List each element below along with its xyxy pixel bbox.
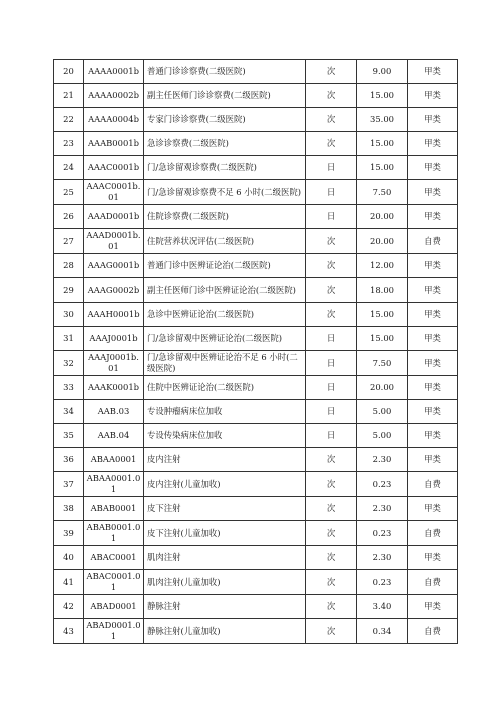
item-name-cell: 住院中医辨证论治(二级医院) (144, 376, 306, 400)
item-code-cell: AAAA0004b (84, 108, 144, 132)
item-code-cell: AAAG0002b (84, 278, 144, 303)
category-cell: 自费 (408, 570, 458, 595)
price-cell: 5.00 (357, 424, 408, 448)
unit-cell: 日 (306, 180, 357, 205)
category-cell: 甲类 (408, 303, 458, 327)
table-row (54, 376, 458, 400)
item-name-cell: 皮下注射 (144, 497, 306, 521)
unit-cell: 日 (306, 327, 357, 351)
fee-table (53, 59, 458, 644)
unit-cell: 次 (306, 254, 357, 278)
category-cell: 甲类 (408, 546, 458, 570)
item-code-cell: ABAD0001.01 (84, 619, 144, 644)
category-cell: 甲类 (408, 84, 458, 108)
row-number-cell: 35 (54, 424, 84, 448)
category-cell: 甲类 (408, 60, 458, 84)
category-cell: 甲类 (408, 351, 458, 376)
fee-table-body (54, 60, 458, 644)
row-number-cell: 33 (54, 376, 84, 400)
row-number-cell: 23 (54, 132, 84, 156)
item-code-cell: AAB.03 (84, 400, 144, 424)
category-cell: 甲类 (408, 424, 458, 448)
category-cell: 甲类 (408, 376, 458, 400)
item-name-cell: 静脉注射(儿童加收) (144, 619, 306, 644)
item-name-cell: 普通门诊中医辨证论治(二级医院) (144, 254, 306, 278)
item-name-cell: 急诊诊察费(二级医院) (144, 132, 306, 156)
item-code-cell: ABAB0001.01 (84, 521, 144, 546)
unit-cell: 次 (306, 570, 357, 595)
item-code-cell: AAAJ0001b.01 (84, 351, 144, 376)
category-cell: 甲类 (408, 400, 458, 424)
unit-cell: 次 (306, 521, 357, 546)
category-cell: 甲类 (408, 327, 458, 351)
unit-cell: 次 (306, 546, 357, 570)
item-code-cell: AAAG0001b (84, 254, 144, 278)
price-cell: 15.00 (357, 156, 408, 180)
unit-cell: 次 (306, 303, 357, 327)
price-cell: 15.00 (357, 303, 408, 327)
category-cell: 自费 (408, 472, 458, 497)
category-cell: 甲类 (408, 205, 458, 229)
row-number-cell: 21 (54, 84, 84, 108)
category-cell: 甲类 (408, 108, 458, 132)
item-name-cell: 门/急诊留观诊察费(二级医院) (144, 156, 306, 180)
table-row (54, 229, 458, 254)
row-number-cell: 39 (54, 521, 84, 546)
row-number-cell: 32 (54, 351, 84, 376)
price-cell: 0.34 (357, 619, 408, 644)
row-number-cell: 25 (54, 180, 84, 205)
row-number-cell: 30 (54, 303, 84, 327)
table-row (54, 619, 458, 644)
unit-cell: 次 (306, 84, 357, 108)
price-cell: 12.00 (357, 254, 408, 278)
row-number-cell: 41 (54, 570, 84, 595)
row-number-cell: 26 (54, 205, 84, 229)
price-cell: 0.23 (357, 570, 408, 595)
item-code-cell: AAAJ0001b (84, 327, 144, 351)
item-name-cell: 专设传染病床位加收 (144, 424, 306, 448)
item-name-cell: 皮下注射(儿童加收) (144, 521, 306, 546)
item-code-cell: AAAC0001b.01 (84, 180, 144, 205)
item-name-cell: 住院营养状况评估(二级医院) (144, 229, 306, 254)
row-number-cell: 28 (54, 254, 84, 278)
price-cell: 9.00 (357, 60, 408, 84)
unit-cell: 次 (306, 229, 357, 254)
unit-cell: 次 (306, 278, 357, 303)
row-number-cell: 27 (54, 229, 84, 254)
table-row (54, 570, 458, 595)
row-number-cell: 34 (54, 400, 84, 424)
category-cell: 自费 (408, 521, 458, 546)
price-cell: 15.00 (357, 84, 408, 108)
unit-cell: 次 (306, 60, 357, 84)
item-name-cell: 门/急诊留观诊察费不足 6 小时(二级医院) (144, 180, 306, 205)
table-row (54, 448, 458, 472)
price-cell: 3.40 (357, 595, 408, 619)
unit-cell: 次 (306, 619, 357, 644)
unit-cell: 日 (306, 424, 357, 448)
item-name-cell: 皮内注射(儿童加收) (144, 472, 306, 497)
table-row (54, 351, 458, 376)
table-row (54, 400, 458, 424)
price-cell: 2.30 (357, 546, 408, 570)
unit-cell: 次 (306, 132, 357, 156)
item-code-cell: ABAD0001 (84, 595, 144, 619)
item-code-cell: AAAB0001b (84, 132, 144, 156)
item-code-cell: AAAD0001b.01 (84, 229, 144, 254)
unit-cell: 次 (306, 108, 357, 132)
item-name-cell: 肌肉注射(儿童加收) (144, 570, 306, 595)
item-code-cell: AAAD0001b (84, 205, 144, 229)
unit-cell: 次 (306, 497, 357, 521)
row-number-cell: 37 (54, 472, 84, 497)
item-code-cell: AAAC0001b (84, 156, 144, 180)
category-cell: 自费 (408, 229, 458, 254)
item-code-cell: AAB.04 (84, 424, 144, 448)
table-row (54, 424, 458, 448)
item-name-cell: 静脉注射 (144, 595, 306, 619)
price-cell: 2.30 (357, 448, 408, 472)
table-row (54, 595, 458, 619)
table-row (54, 472, 458, 497)
item-code-cell: AAAH0001b (84, 303, 144, 327)
item-code-cell: ABAA0001 (84, 448, 144, 472)
item-code-cell: ABAC0001 (84, 546, 144, 570)
unit-cell: 次 (306, 448, 357, 472)
price-cell: 18.00 (357, 278, 408, 303)
category-cell: 甲类 (408, 254, 458, 278)
unit-cell: 日 (306, 205, 357, 229)
item-name-cell: 门/急诊留观中医辨证论治不足 6 小时(二级医院) (144, 351, 306, 376)
item-code-cell: ABAC0001.01 (84, 570, 144, 595)
table-row (54, 60, 458, 84)
item-name-cell: 皮内注射 (144, 448, 306, 472)
table-row (54, 546, 458, 570)
table-row (54, 254, 458, 278)
row-number-cell: 31 (54, 327, 84, 351)
category-cell: 自费 (408, 619, 458, 644)
item-name-cell: 副主任医师门诊中医辨证论治(二级医院) (144, 278, 306, 303)
price-cell: 2.30 (357, 497, 408, 521)
item-code-cell: AAAA0001b (84, 60, 144, 84)
category-cell: 甲类 (408, 278, 458, 303)
row-number-cell: 29 (54, 278, 84, 303)
item-code-cell: AAAK0001b (84, 376, 144, 400)
price-cell: 0.23 (357, 472, 408, 497)
price-cell: 15.00 (357, 327, 408, 351)
unit-cell: 日 (306, 156, 357, 180)
row-number-cell: 36 (54, 448, 84, 472)
category-cell: 甲类 (408, 180, 458, 205)
unit-cell: 日 (306, 376, 357, 400)
item-name-cell: 住院诊察费(二级医院) (144, 205, 306, 229)
row-number-cell: 42 (54, 595, 84, 619)
table-row (54, 327, 458, 351)
item-code-cell: ABAA0001.01 (84, 472, 144, 497)
table-row (54, 303, 458, 327)
table-row (54, 205, 458, 229)
row-number-cell: 22 (54, 108, 84, 132)
row-number-cell: 43 (54, 619, 84, 644)
price-cell: 0.23 (357, 521, 408, 546)
item-code-cell: AAAA0002b (84, 84, 144, 108)
price-cell: 20.00 (357, 205, 408, 229)
row-number-cell: 20 (54, 60, 84, 84)
row-number-cell: 40 (54, 546, 84, 570)
item-name-cell: 副主任医师门诊诊察费(二级医院) (144, 84, 306, 108)
category-cell: 甲类 (408, 595, 458, 619)
category-cell: 甲类 (408, 132, 458, 156)
table-row (54, 108, 458, 132)
price-cell: 35.00 (357, 108, 408, 132)
table-row (54, 156, 458, 180)
row-number-cell: 24 (54, 156, 84, 180)
item-name-cell: 专家门诊诊察费(二级医院) (144, 108, 306, 132)
table-row (54, 521, 458, 546)
price-cell: 15.00 (357, 132, 408, 156)
price-cell: 7.50 (357, 180, 408, 205)
price-cell: 20.00 (357, 376, 408, 400)
price-cell: 7.50 (357, 351, 408, 376)
price-cell: 20.00 (357, 229, 408, 254)
row-number-cell: 38 (54, 497, 84, 521)
unit-cell: 日 (306, 400, 357, 424)
item-name-cell: 肌肉注射 (144, 546, 306, 570)
table-row (54, 278, 458, 303)
table-row (54, 132, 458, 156)
item-name-cell: 专设肿瘤病床位加收 (144, 400, 306, 424)
category-cell: 甲类 (408, 497, 458, 521)
unit-cell: 次 (306, 595, 357, 619)
table-row (54, 180, 458, 205)
unit-cell: 次 (306, 472, 357, 497)
item-name-cell: 门/急诊留观中医辨证论治(二级医院) (144, 327, 306, 351)
price-cell: 5.00 (357, 400, 408, 424)
category-cell: 甲类 (408, 156, 458, 180)
table-row (54, 84, 458, 108)
item-code-cell: ABAB0001 (84, 497, 144, 521)
unit-cell: 日 (306, 351, 357, 376)
item-name-cell: 急诊中医辨证论治(二级医院) (144, 303, 306, 327)
item-name-cell: 普通门诊诊察费(二级医院) (144, 60, 306, 84)
category-cell: 甲类 (408, 448, 458, 472)
table-row (54, 497, 458, 521)
